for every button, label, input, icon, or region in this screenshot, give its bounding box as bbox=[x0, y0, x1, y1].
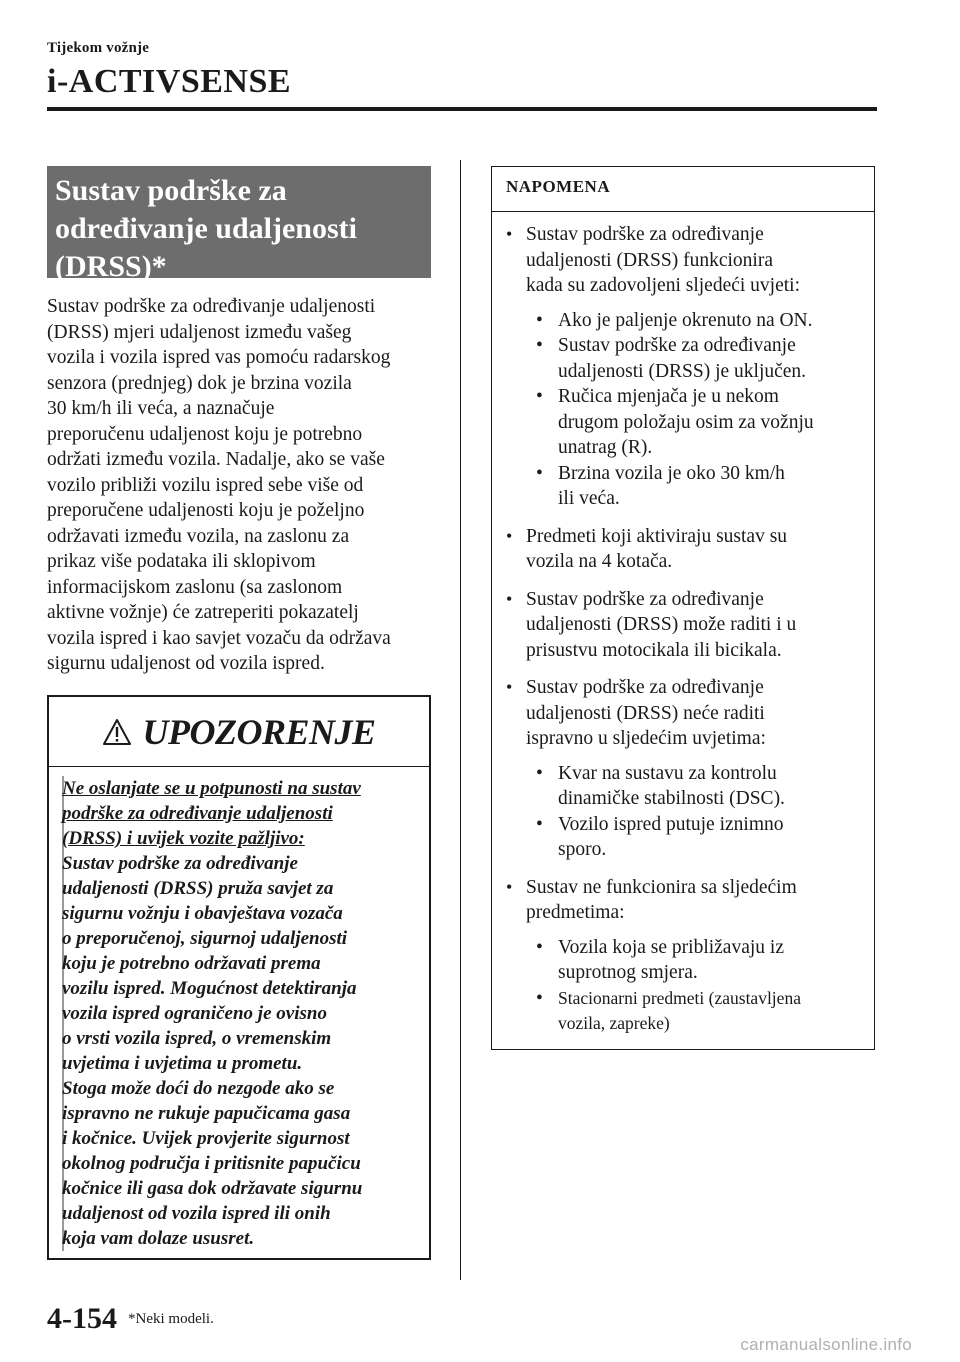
note-subitem-line: Ručica mjenjača je u nekom bbox=[558, 386, 779, 407]
note-subitem-line: Vozilo ispred putuje iznimno bbox=[558, 813, 784, 835]
note-title: NAPOMENA bbox=[506, 177, 611, 196]
warning-text-line: i kočnice. Uvijek provjerite sigurnost bbox=[62, 1128, 350, 1149]
intro-line: (DRSS) mjeri udaljenost između vašeg bbox=[47, 321, 352, 343]
note-subitem-line: Vozila koja se približavaju iz bbox=[558, 936, 784, 958]
note-sub-bullet: • bbox=[536, 813, 543, 835]
note-item-line: prisustvu motocikala ili bicikala. bbox=[526, 639, 782, 661]
note-item-content bbox=[526, 524, 864, 575]
section-heading-line: određivanje udaljenosti bbox=[55, 212, 357, 245]
warning-text-line: udaljenost od vozila ispred ili onih bbox=[62, 1203, 331, 1224]
note-sub-bullet: • bbox=[536, 386, 543, 407]
intro-line: vozila i vozila ispred vas pomoću radarskog bbox=[47, 347, 391, 368]
note-sub-bullet: • bbox=[536, 936, 543, 958]
note-body bbox=[492, 212, 874, 1037]
intro-line: informacijskom zaslonu (sa zaslonom bbox=[47, 576, 343, 598]
note-header bbox=[492, 167, 874, 212]
page-number: 4-154 bbox=[47, 1302, 117, 1335]
note-subitem-line: drugom položaju osim za vožnju bbox=[558, 411, 814, 433]
note-subitem-content bbox=[558, 935, 784, 986]
note-subitem-line: dinamičke stabilnosti (DSC). bbox=[558, 788, 785, 809]
note-box bbox=[491, 166, 875, 1050]
note-item bbox=[506, 675, 864, 863]
note-subitem bbox=[536, 935, 864, 986]
note-sublist bbox=[536, 308, 864, 512]
note-subitem-content bbox=[558, 308, 813, 334]
warning-triangle-icon bbox=[102, 718, 132, 746]
intro-line: održati između vozila. Nadalje, ako se vaše bbox=[47, 449, 385, 470]
warning-text-line: koja vam dolaze ususret. bbox=[62, 1228, 255, 1249]
note-item-line: Predmeti koji aktiviraju sustav su bbox=[526, 525, 788, 547]
warning-text-line: ispravno ne rukuje papučicama gasa bbox=[62, 1103, 351, 1124]
intro-line: preporučene udaljenosti koju je poželjno bbox=[47, 500, 365, 521]
note-subitem bbox=[536, 308, 864, 334]
note-item-line: Sustav podrške za određivanje bbox=[526, 677, 764, 698]
intro-line: Sustav podrške za određivanje udaljenosti bbox=[47, 296, 376, 317]
note-subitem-line: ili veća. bbox=[558, 488, 620, 509]
note-subitem-content bbox=[558, 333, 806, 384]
intro-line: senzora (prednjeg) dok je brzina vozila bbox=[47, 372, 352, 394]
note-subitem-line: Kvar na sustavu za kontrolu bbox=[558, 762, 777, 784]
note-subitem-line: Ako je paljenje okrenuto na ON. bbox=[558, 309, 813, 331]
note-subitem bbox=[536, 384, 864, 461]
note-sub-bullet: • bbox=[536, 309, 543, 331]
note-item bbox=[506, 222, 864, 512]
section-heading bbox=[47, 166, 431, 283]
watermark: carmanualsonline.info bbox=[740, 1335, 912, 1354]
note-bullet: • bbox=[506, 677, 513, 697]
section-heading-line: Sustav podrške za bbox=[55, 174, 287, 207]
warning-text-line: sigurnu vožnju i obavještava vozača bbox=[62, 903, 343, 924]
note-subitem-line: Stacionarni predmeti (zaustavljena bbox=[558, 987, 801, 1008]
note-item-content bbox=[526, 875, 864, 1037]
note-item-line: predmetima: bbox=[526, 902, 625, 923]
note-item bbox=[506, 875, 864, 1037]
note-subitem-line: Brzina vozila je oko 30 km/h bbox=[558, 462, 785, 484]
note-subitem-line: suprotnog smjera. bbox=[558, 962, 698, 983]
note-item-line: vozila na 4 kotača. bbox=[526, 551, 673, 572]
note-subitem bbox=[536, 761, 864, 812]
note-sub-bullet: • bbox=[536, 762, 543, 784]
note-bullet: • bbox=[506, 876, 513, 897]
note-item-line: udaljenosti (DRSS) funkcionira bbox=[526, 249, 773, 271]
warning-subtitle-line: podrške za određivanje udaljenosti bbox=[62, 803, 333, 824]
warning-text-line: Stoga može doći do nezgode ako se bbox=[62, 1078, 335, 1099]
note-item-line: Sustav podrške za određivanje bbox=[526, 588, 764, 610]
intro-line: sigurnu udaljenost od vozila ispred. bbox=[47, 653, 325, 674]
warning-text-line: vozilu ispred. Mogućnost detektiranja bbox=[62, 978, 357, 999]
section-heading-line: (DRSS)* bbox=[55, 250, 167, 283]
warning-subtitle-line: (DRSS) i uvijek vozite pažljivo: bbox=[62, 828, 305, 849]
column-divider bbox=[460, 160, 461, 1280]
warning-text-line: uvjetima i uvjetima u prometu. bbox=[62, 1053, 303, 1074]
warning-text-line: o preporučenoj, sigurnoj udaljenosti bbox=[62, 928, 348, 949]
warning-header bbox=[49, 697, 429, 767]
note-subitem-content bbox=[558, 986, 801, 1037]
note-bullet: • bbox=[506, 588, 513, 609]
intro-line: 30 km/h ili veća, a naznačuje bbox=[47, 398, 275, 419]
note-subitem-line: Sustav podrške za određivanje bbox=[558, 335, 796, 356]
note-sub-bullet: • bbox=[536, 335, 543, 356]
note-sublist bbox=[536, 761, 864, 863]
intro-paragraph bbox=[47, 294, 431, 677]
note-subitem bbox=[536, 333, 864, 384]
note-subitem-content bbox=[558, 461, 785, 512]
warning-text-line: kočnice ili gasa dok održavate sigurnu bbox=[62, 1178, 363, 1199]
note-subitem-line: udaljenosti (DRSS) je uključen. bbox=[558, 360, 807, 382]
section-label: Tijekom vožnje bbox=[47, 40, 150, 56]
left-column bbox=[47, 166, 431, 677]
intro-line: aktivne vožnje) će zatreperiti pokazatelj bbox=[47, 602, 359, 623]
note-subitem bbox=[536, 812, 864, 863]
warning-body bbox=[62, 776, 421, 1251]
note-item-content bbox=[526, 587, 864, 664]
warning-text-line: o vrsti vozila ispred, o vremenskim bbox=[62, 1028, 332, 1049]
warning-title: UPOZORENJE bbox=[142, 711, 376, 752]
warning-subtitle-line: Ne oslanjate se u potpunosti na sustav bbox=[62, 778, 361, 799]
note-subitem bbox=[536, 986, 864, 1037]
header-rule bbox=[47, 107, 877, 111]
footnote: *Neki modeli. bbox=[128, 1311, 214, 1327]
note-item bbox=[506, 524, 864, 575]
note-item-content bbox=[526, 222, 864, 512]
intro-line: vozila ispred i kao savjet vozaču da održava bbox=[47, 627, 391, 649]
note-subitem-line: vozila, zapreke) bbox=[558, 1013, 670, 1033]
note-item-line: udaljenosti (DRSS) neće raditi bbox=[526, 702, 765, 724]
note-item-line: Sustav ne funkcionira sa sljedećim bbox=[526, 876, 797, 898]
note-item-line: kada su zadovoljeni sljedeći uvjeti: bbox=[526, 275, 800, 296]
note-subitem-line: unatrag (R). bbox=[558, 437, 653, 458]
warning-text-line: udaljenosti (DRSS) pruža savjet za bbox=[62, 878, 334, 899]
note-item-content bbox=[526, 675, 864, 863]
note-bullet: • bbox=[506, 525, 513, 546]
note-subitem-content bbox=[558, 384, 814, 461]
note-subitem-content bbox=[558, 812, 784, 863]
note-subitem-line: sporo. bbox=[558, 839, 607, 860]
page-header bbox=[47, 40, 877, 101]
note-item-line: ispravno u sljedećim uvjetima: bbox=[526, 728, 766, 749]
warning-text-line: koju je potrebno održavati prema bbox=[62, 953, 321, 974]
note-item bbox=[506, 587, 864, 664]
intro-line: vozilo približi vozilu ispred sebe više od bbox=[47, 474, 364, 496]
note-sub-bullet: • bbox=[536, 462, 543, 484]
intro-line: preporučenu udaljenost koju je potrebno bbox=[47, 423, 363, 445]
warning-box bbox=[47, 695, 431, 1260]
note-sublist bbox=[536, 935, 864, 1037]
warning-text-line: okolnog područja i pritisnite papučicu bbox=[62, 1153, 361, 1174]
warning-text-line: vozila ispred ograničeno je ovisno bbox=[62, 1003, 327, 1024]
intro-line: održavati između vozila, na zaslonu za bbox=[47, 525, 350, 547]
note-subitem-content bbox=[558, 761, 785, 812]
note-item-line: Sustav podrške za određivanje bbox=[526, 224, 764, 245]
note-bullet: • bbox=[506, 224, 513, 244]
chapter-title: i-ACTIVSENSE bbox=[47, 63, 292, 100]
note-item-line: udaljenosti (DRSS) može raditi i u bbox=[526, 614, 797, 635]
intro-line: prikaz više podataka ili sklopivom bbox=[47, 551, 316, 572]
warning-text-line: Sustav podrške za određivanje bbox=[62, 853, 298, 874]
note-sub-bullet: • bbox=[536, 987, 543, 1009]
note-subitem bbox=[536, 461, 864, 512]
